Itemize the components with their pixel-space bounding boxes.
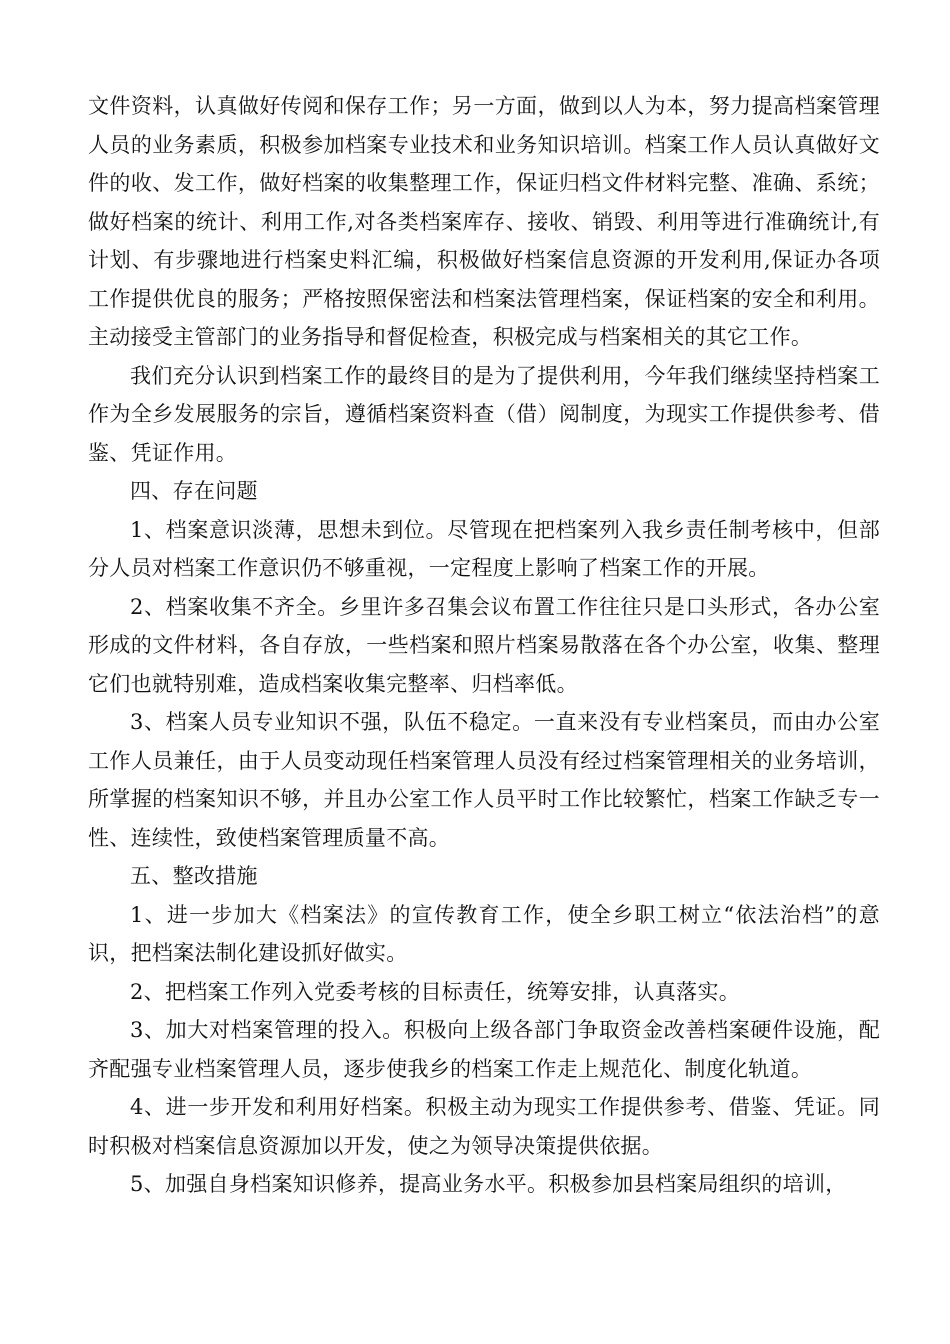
section-heading-problems: 四、存在问题 — [130, 479, 258, 503]
document-body — [88, 87, 880, 1204]
measure-item-1: 1、进一步加大《档案法》的宣传教育工作，使全乡职工树立“依法治档”的意识，把档案法制化建设抓好做实。 — [88, 902, 880, 965]
measure-item-2: 2、把档案工作列入党委考核的目标责任，统筹安排，认真落实。 — [130, 979, 741, 1004]
problem-item-1: 1、档案意识淡薄，思想未到位。尽管现在把档案列入我乡责任制考核中，但部分人员对档案工作意识仍不够重视，一定程度上影响了档案工作的开展。 — [88, 517, 880, 580]
paragraph-purpose: 我们充分认识到档案工作的最终目的是为了提供利用，今年我们继续坚持档案工作为全乡发展服务的宗旨，遵循档案资料查（借）阅制度，为现实工作提供参考、借鉴、凭证作用。 — [88, 363, 880, 465]
measure-item-4: 4、进一步开发和利用好档案。积极主动为现实工作提供参考、借鉴、凭证。同时积极对档案信息资源加以开发，使之为领导决策提供依据。 — [88, 1095, 880, 1158]
problem-item-3: 3、档案人员专业知识不强，队伍不稳定。一直来没有专业档案员，而由办公室工作人员兼任，由于人员变动现任档案管理人员没有经过档案管理相关的业务培训，所掌握的档案知识不够，并且办公室工作人员平时工作比较繁忙，档案工作缺乏专一性、连续性，致使档案管理质量不高。 — [88, 710, 880, 850]
section-heading-measures: 五、整改措施 — [130, 864, 258, 888]
paragraph-continuation: 文件资料，认真做好传阅和保存工作；另一方面，做到以人为本，努力提高档案管理人员的业务素质，积极参加档案专业技术和业务知识培训。档案工作人员认真做好文件的收、发工作，做好档案的收集整理工作，保证归档文件材料完整、准确、系统；做好档案的统计、利用工作,对各类档案库存、接收、销毁、利用等进行准确统计,有计划、有步骤地进行档案史料汇编，积极做好档案信息资源的开发利用,保证办各项工作提供优良的服务；严格按照保密法和档案法管理档案，保证档案的安全和利用。主动接受主管部门的业务指导和督促检查，积极完成与档案相关的其它工作。 — [88, 94, 880, 349]
measure-item-5: 5、加强自身档案知识修养，提高业务水平。积极参加县档案局组织的培训， — [130, 1172, 847, 1196]
measure-item-3: 3、加大对档案管理的投入。积极向上级各部门争取资金改善档案硬件设施，配齐配强专业档案管理人员，逐步使我乡的档案工作走上规范化、制度化轨道。 — [88, 1018, 880, 1081]
problem-item-2: 2、档案收集不齐全。乡里许多召集会议布置工作往往只是口头形式，各办公室形成的文件材料，各自存放，一些档案和照片档案易散落在各个办公室，收集、整理它们也就特别难，造成档案收集完整率、归档率低。 — [88, 594, 880, 696]
